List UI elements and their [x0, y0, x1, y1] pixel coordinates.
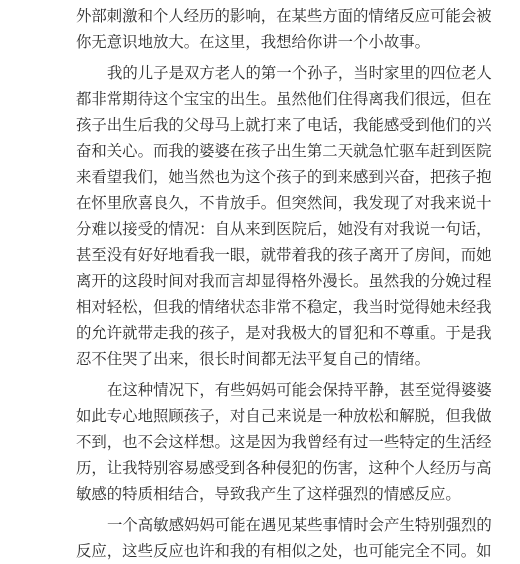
paragraph-1: [76, 3, 492, 55]
text-line: 都非常期待这个宝宝的出生。虽然他们住得离我们很远，但在: [76, 90, 492, 108]
text-line: 一个高敏感妈妈可能在遇见某些事情时会产生特别强烈的: [107, 516, 492, 534]
text-line: 不到，也不会这样想。这是因为我曾经有过一些特定的生活经: [76, 433, 492, 451]
text-line: 历，让我特别容易感受到各种侵犯的伤害，这种个人经历与高: [76, 459, 492, 477]
text-line: 相对轻松，但我的情绪状态非常不稳定，我当时觉得她未经我: [76, 298, 492, 316]
text-line: 在这种情况下，有些妈妈可能会保持平静，甚至觉得婆婆: [107, 381, 492, 399]
text-line: 孩子出生后我的父母马上就打来了电话，我能感受到他们的兴: [76, 116, 492, 134]
text-line: 我的儿子是双方老人的第一个孙子，当时家里的四位老人: [107, 64, 492, 82]
paragraph-2: [76, 60, 492, 372]
text-line: 离开的这段时间对我而言却显得格外漫长。虽然我的分娩过程: [76, 272, 492, 290]
text-line: 反应，这些反应也许和我的有相似之处，也可能完全不同。如: [76, 542, 492, 560]
text-line: 奋和关心。而我的婆婆在孩子出生第二天就急忙驱车赶到医院: [76, 142, 492, 160]
text-line: 甚至没有好好地看我一眼，就带着我的孩子离开了房间，而她: [76, 246, 492, 264]
text-line: 外部刺激和个人经历的影响，在某些方面的情绪反应可能会被: [76, 7, 492, 25]
paragraph-4: [76, 512, 492, 564]
text-line: 如此专心地照顾孩子，对自己来说是一种放松和解脱，但我做: [76, 407, 492, 425]
document-page: [76, 0, 492, 560]
text-line: 来看望我们，她当然也为这个孩子的到来感到兴奋，把孩子抱: [76, 168, 492, 186]
text-line: 的允许就带走我的孩子，是对我极大的冒犯和不尊重。于是我: [76, 324, 492, 342]
text-line: 在怀里欣喜良久，不肯放手。但突然间，我发现了对我来说十: [76, 194, 492, 212]
text-line: 分难以接受的情况：自从来到医院后，她没有对我说一句话，: [76, 220, 492, 238]
text-line: 你无意识地放大。在这里，我想给你讲一个小故事。: [76, 33, 430, 51]
text-line: 敏感的特质相结合，导致我产生了这样强烈的情感反应。: [76, 485, 461, 503]
paragraph-3: [76, 377, 492, 507]
text-line: 忍不住哭了出来，很长时间都无法平复自己的情绪。: [76, 350, 430, 368]
